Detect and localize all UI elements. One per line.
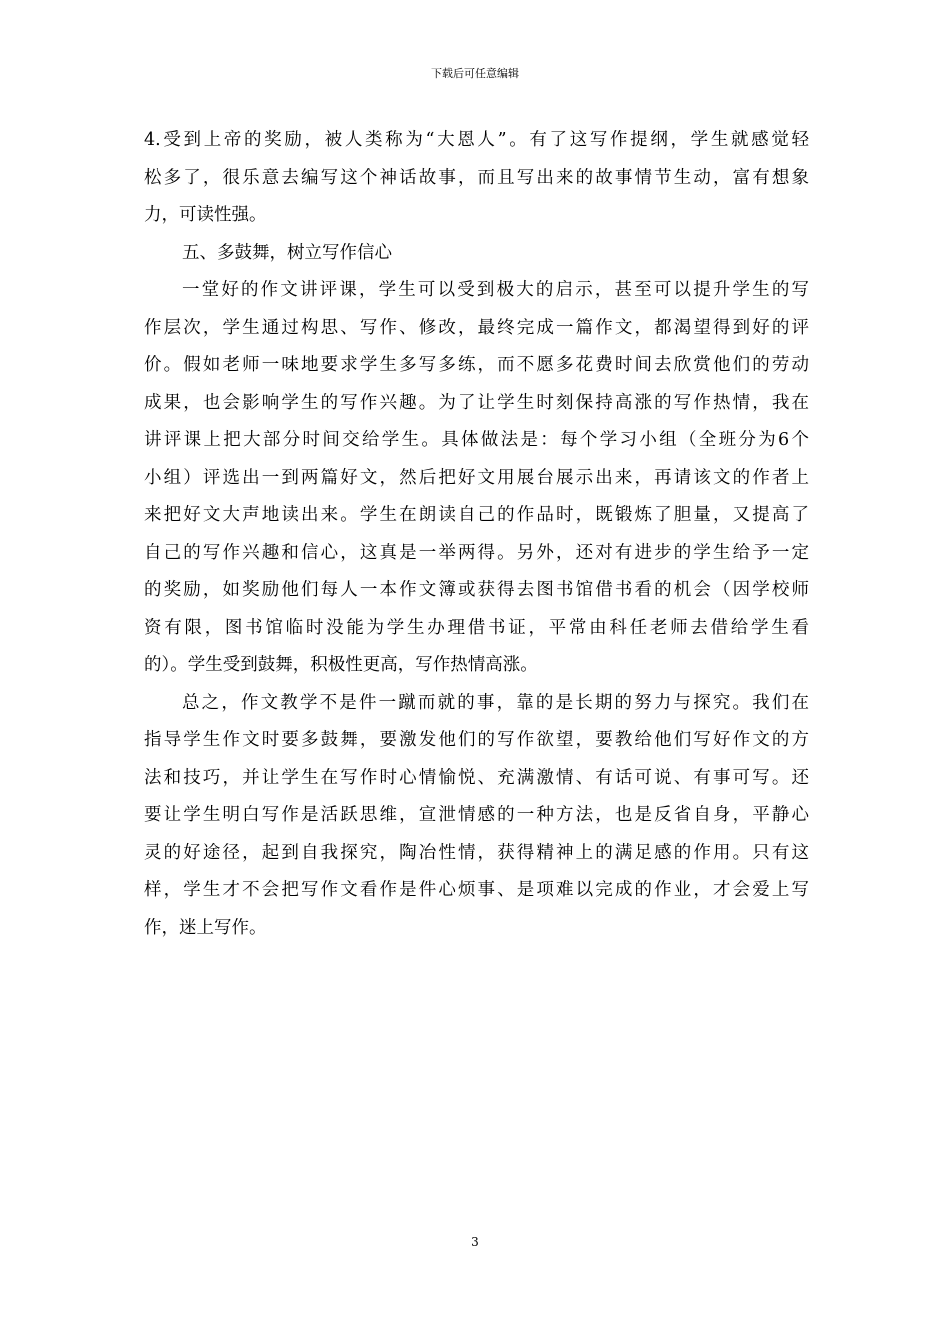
text-line: 的）。学生受到鼓舞，积极性更高，写作热情高涨。 <box>144 655 538 675</box>
text-line: 讲评课上把大部分时间交给学生。具体做法是：每个学习小组（全班分为6个 <box>144 430 809 450</box>
text-line: 一堂好的作文讲评课，学生可以受到极大的启示，甚至可以提升学生的写 <box>182 280 809 300</box>
paragraph <box>144 272 809 685</box>
paragraph <box>144 685 809 948</box>
document-body <box>144 122 809 947</box>
text-line: 小组）评选出一到两篇好文，然后把好文用展台展示出来，再请该文的作者上 <box>144 467 809 488</box>
text-line: 来把好文大声地读出来。学生在朗读自己的作品时，既锻炼了胆量，又提高了 <box>144 505 809 525</box>
text-line: 自己的写作兴趣和信心，这真是一举两得。另外，还对有进步的学生给予一定 <box>144 542 809 563</box>
text-line: 法和技巧，并让学生在写作时心情愉悦、充满激情、有话可说、有事可写。还 <box>144 767 809 788</box>
section-heading <box>144 235 809 273</box>
text-line: 成果，也会影响学生的写作兴趣。为了让学生时刻保持高涨的写作热情，我在 <box>144 392 809 413</box>
text-line: 五、多鼓舞，树立写作信心 <box>182 242 392 263</box>
text-line: 资有限，图书馆临时没能为学生办理借书证，平常由科任老师去借给学生看 <box>144 617 809 638</box>
text-line: 作，迷上写作。 <box>144 917 267 938</box>
text-line: 的奖励，如奖励他们每人一本作文簿或获得去图书馆借书看的机会（因学校师 <box>144 580 809 600</box>
page-header: 下载后可任意编辑 <box>431 67 519 80</box>
text-line: 作层次，学生通过构思、写作、修改，最终完成一篇作文，都渴望得到好的评 <box>144 317 809 338</box>
page-number: 3 <box>471 1235 479 1249</box>
paragraph <box>144 122 809 235</box>
text-line: 灵的好途径，起到自我探究，陶冶性情，获得精神上的满足感的作用。只有这 <box>144 842 809 863</box>
text-line: 4.受到上帝的奖励，被人类称为“大恩人”。有了这写作提纲，学生就感觉轻 <box>144 130 809 150</box>
text-line: 样，学生才不会把写作文看作是件心烦事、是项难以完成的作业，才会爱上写 <box>144 880 809 900</box>
text-line: 指导学生作文时要多鼓舞，要激发他们的写作欲望，要教给他们写好作文的方 <box>144 730 809 750</box>
text-line: 松多了，很乐意去编写这个神话故事，而且写出来的故事情节生动，富有想象 <box>144 167 809 188</box>
text-line: 要让学生明白写作是活跃思维，宣泄情感的一种方法，也是反省自身，平静心 <box>144 805 809 825</box>
text-line: 价。假如老师一味地要求学生多写多练，而不愿多花费时间去欣赏他们的劳动 <box>144 355 809 375</box>
text-line: 总之，作文教学不是件一蹴而就的事，靠的是长期的努力与探究。我们在 <box>182 692 809 713</box>
text-line: 力，可读性强。 <box>144 205 267 225</box>
